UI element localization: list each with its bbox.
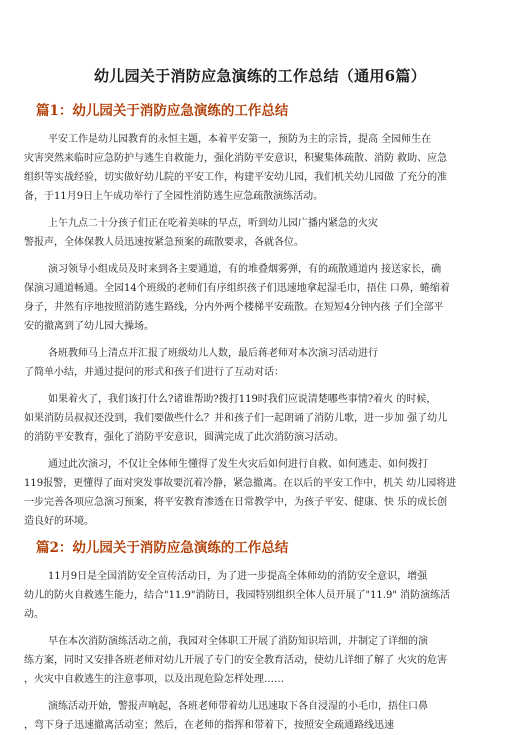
paragraph-line: 11月9日是全国消防安全宣传活动日，为了进一步提高全体师幼的消防安全意识，增强 [48,571,428,582]
paragraph-line: 组织等实战经验，切实做好幼儿院的平安工作，构建平安幼儿园，我们机关幼儿园做 了充分的准 [24,172,448,183]
paragraph-line: 备，于11月9日上午成功举行了全园性消防逃生应急疏散演练活动。 [24,191,324,202]
paragraph-line: 如果消防员叔叔还没到，我们要做些什么？并和孩子们一起朗诵了消防儿歌，进一步加 强了幼儿 [24,413,448,424]
paragraph-line: 安的撤离到了幼儿园大操场。 [24,321,154,332]
paragraph-line: 通过此次演习，不仅让全体师生懂得了发生火灾后如何进行自救、如何逃走、如何拨打 [48,459,428,470]
paragraph-line: 119报警，更懂得了面对突发事故要沉着冷静，紧急撤离。在以后的平安工作中，机关 幼儿园将进 [24,478,457,489]
paragraph-line: 动。 [24,609,44,620]
document-body [24,102,496,735]
section-heading: 篇2：幼儿园关于消防应急演练的工作总结 [36,540,289,556]
paragraph-line: 练方案，同时又安排各班老师对幼儿开展了专门的安全教育活动，使幼儿详细了解了 火灾的危害 [24,655,448,666]
paragraph-line: 幼儿的防火自救逃生能力，结合"11.9"消防日，我园特别组织全体人员开展了"11.9" 消防演练活 [24,590,451,601]
paragraph-line: ，弯下身子迅速撤离活动室；然后，在老师的指挥和带着下，按照安全疏通路线迅速 [24,720,394,731]
paragraph [24,567,496,624]
paragraph-line: 造良好的环境。 [24,516,94,527]
paragraph-line: 如果着火了，我们该打什么?诸谁帮助?拨打119时我们应说清楚哪些事情?着火 的时候， [48,394,437,405]
paragraph-line: 各班教师马上清点并汇报了班级幼儿人数，最后蒋老师对本次演习活动进行 [48,348,378,359]
paragraph-line: 一步完善各项应急演习预案，将平安教育渗透在日常教学中，为孩子平安、健康、快 乐的成长创 [24,497,448,508]
document-title: 幼儿园关于消防应急演练的工作总结（通用6篇） [93,67,427,85]
paragraph-line: 警报声，全体保教人员迅速按紧急预案的疏散要求，各就各位。 [24,237,304,248]
paragraph-line: ，火灾中自救逃生的注意事项，以及出现危险怎样处理…… [24,674,284,685]
paragraph [24,130,496,206]
paragraph-line: 演练活动开始，警报声响起，各班老师带着幼儿迅速取下各自浸湿的小毛巾，捂住口鼻 [48,701,428,712]
paragraph-line: 保演习通道畅通。全园14个班级的老师们有序组织孩子们迅速地拿起湿毛巾，捂住 口鼻，蜷缩着 [24,283,450,294]
paragraph-line: 早在本次消防演练活动之前，我园对全体职工开展了消防知识培训，并制定了详细的演 [48,636,428,647]
paragraph [24,344,496,382]
paragraph-line: 的消防平安教育，强化了消防平安意识，圆满完成了此次消防演习活动。 [24,432,344,443]
paragraph-line: 身子，井然有序地按照消防逃生路线，分内外两个楼梯平安疏散。在短短4分钟内孩 子们全部平 [24,302,444,313]
section-heading: 篇1：幼儿园关于消防应急演练的工作总结 [36,103,289,119]
paragraph [24,697,496,735]
paragraph [24,455,496,531]
paragraph-line: 演习领导小组成员及时来到各主要通道，有的堆叠烟雾弹，有的疏散通道内 接送家长，确 [48,264,442,275]
paragraph-line: 灾害突然来临时应急防护与逃生自救能力，强化消防平安意识，积聚集体疏散、消防 救助、应急 [24,153,448,164]
paragraph [24,214,496,252]
paragraph-line: 平安工作是幼儿园教育的永恒主题，本着平安第一，预防为主的宗旨，提高 全园师生在 [48,134,432,145]
paragraph-line: 了简单小结，并通过提问的形式和孩子们进行了互动对话： [24,367,284,378]
paragraph [24,632,496,689]
paragraph [24,390,496,447]
paragraph-line: 上午九点二十分孩子们正在吃着美味的早点，听到幼儿园广播内紧急的火灾 [48,218,378,229]
paragraph [24,260,496,336]
